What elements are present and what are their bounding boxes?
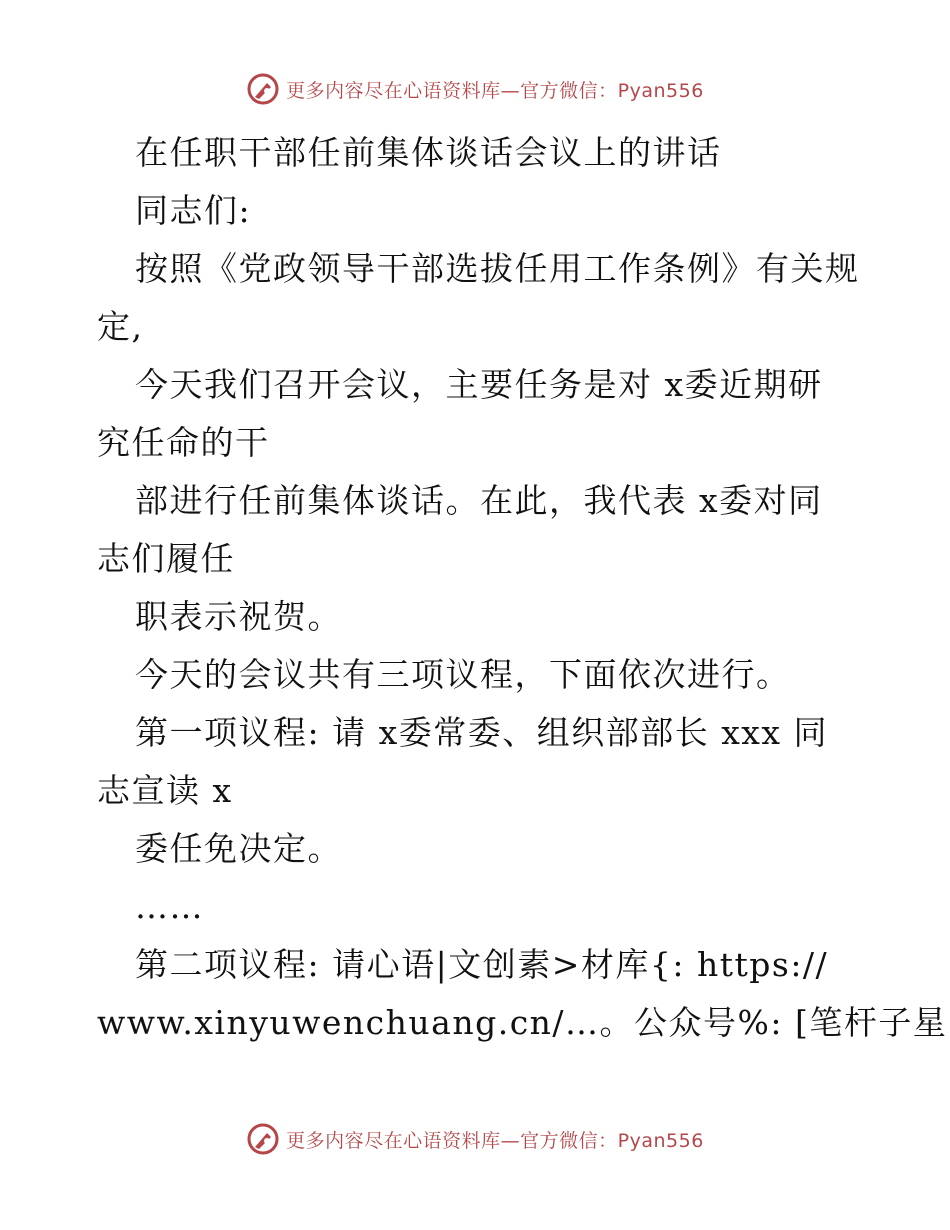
paragraph-line: 第一项议程: 请 x委常委、组织部部长 xxx 同	[135, 713, 829, 752]
paragraph-line: 今天的会议共有三项议程，下面依次进行。	[135, 655, 791, 694]
paragraph-line: 按照《党政领导干部选拔任用工作条例》有关规	[135, 249, 860, 288]
paragraph-line: www.xinyuwenchuang.cn/…。公众号%: [笔杆子星	[97, 1003, 948, 1042]
pen-nib-logo-icon	[246, 1122, 280, 1156]
paragraph-line: 究任命的干	[97, 423, 270, 462]
watermark-text: 更多内容尽在心语资料库—官方微信：Pyan556	[286, 79, 704, 102]
paragraph-line: 今天我们召开会议，主要任务是对 x委近期研	[135, 365, 823, 404]
paragraph-line: 定,	[97, 307, 144, 346]
paragraph-line: 部进行任前集体谈话。在此，我代表 x委对同	[135, 481, 823, 520]
footer-watermark	[0, 1122, 950, 1156]
watermark-text: 更多内容尽在心语资料库—官方微信：Pyan556	[286, 1129, 704, 1152]
paragraph-line: 委任免决定。	[135, 829, 342, 868]
salutation: 同志们:	[135, 191, 252, 230]
document-title: 在任职干部任前集体谈话会议上的讲话	[135, 133, 722, 172]
pen-nib-logo-icon	[246, 72, 280, 106]
paragraph-line: 志们履任	[97, 539, 235, 578]
paragraph-line: 第二项议程: 请心语|文创素>材库{: https://	[135, 945, 829, 984]
ellipsis-line: ……	[135, 887, 204, 926]
header-watermark	[0, 72, 950, 106]
paragraph-line: 志宣读 x	[97, 771, 233, 810]
paragraph-line: 职表示祝贺。	[135, 597, 342, 636]
document-body	[97, 124, 948, 1052]
